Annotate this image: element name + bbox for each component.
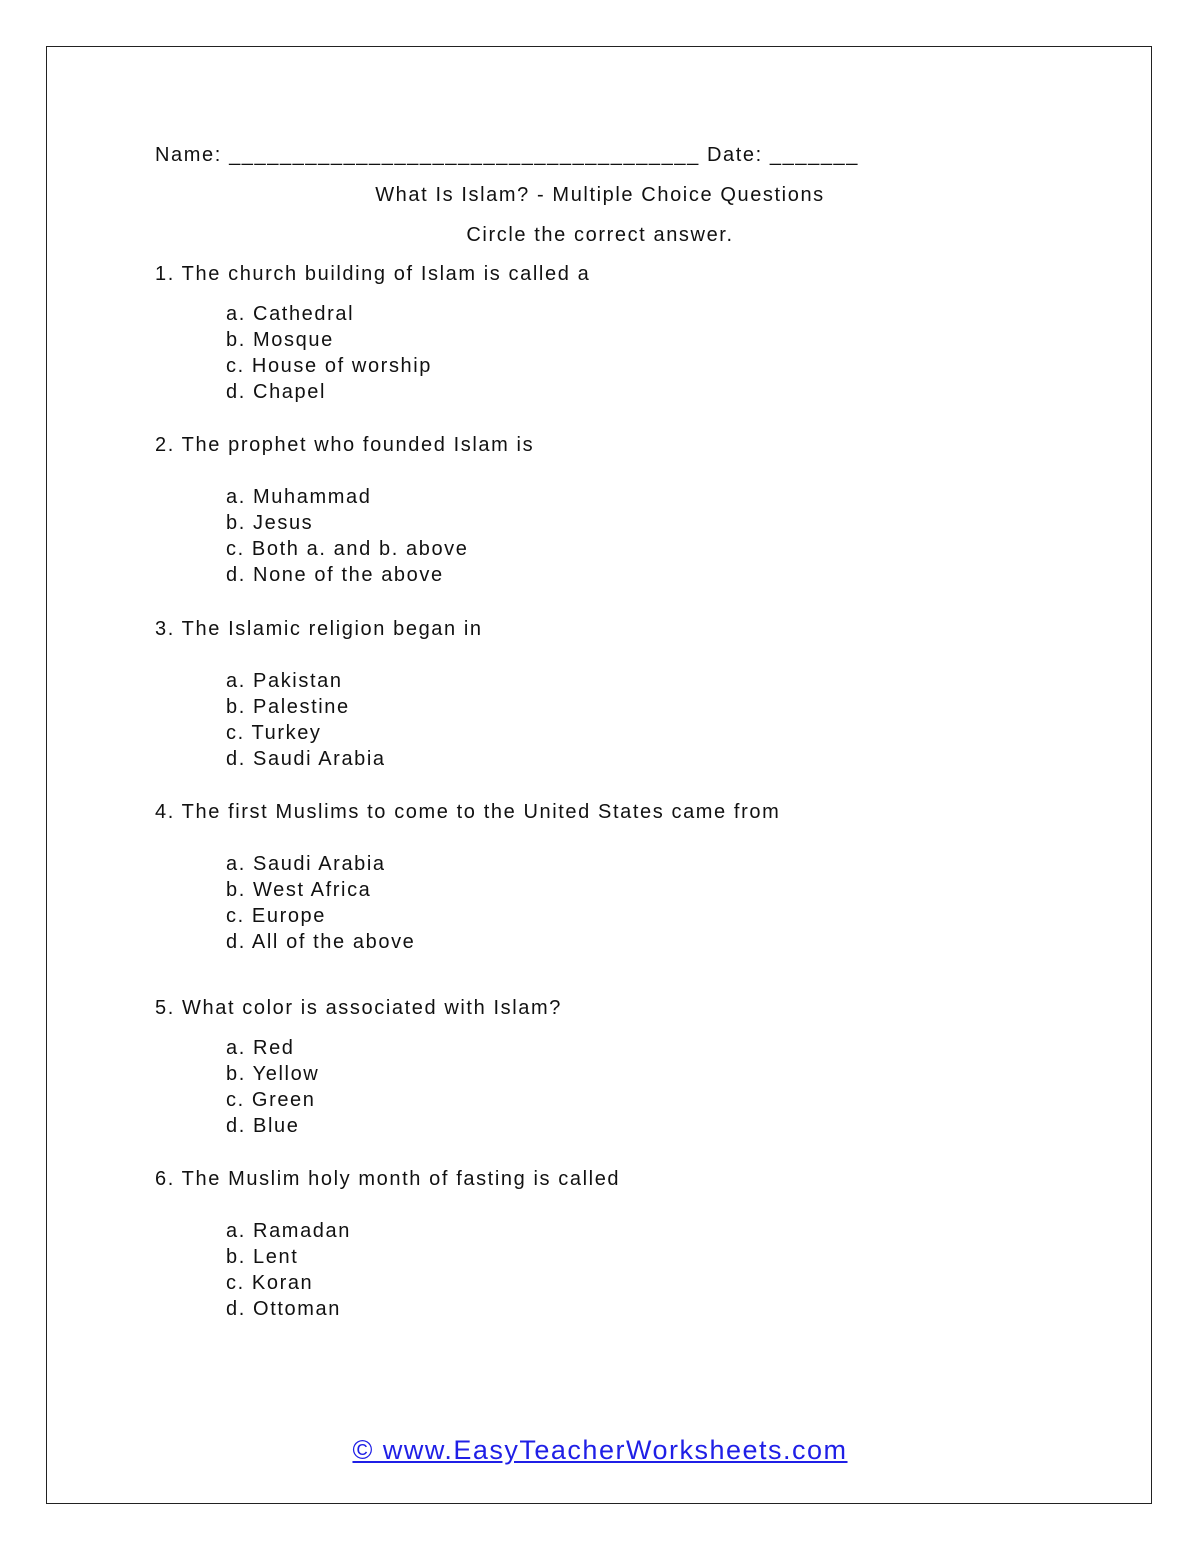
answer-option[interactable]: d. All of the above [226, 931, 416, 953]
answer-option[interactable]: d. Ottoman [226, 1298, 341, 1320]
answer-option[interactable]: a. Cathedral [226, 303, 355, 325]
answer-option[interactable]: c. House of worship [226, 355, 433, 377]
answer-option[interactable]: c. Green [226, 1089, 316, 1111]
copyright-website-link[interactable]: © www.EasyTeacherWorksheets.com [352, 1435, 848, 1465]
question-stem: 2. The prophet who founded Islam is [155, 434, 535, 456]
question-stem: 5. What color is associated with Islam? [155, 997, 562, 1019]
answer-option[interactable]: a. Red [226, 1037, 295, 1059]
question-stem: 1. The church building of Islam is called a [155, 263, 591, 285]
question-stem: 3. The Islamic religion began in [155, 618, 483, 640]
answer-option[interactable]: d. Blue [226, 1115, 300, 1137]
name-date-line: Name: _____________________________________ Date: _______ [155, 144, 859, 166]
question-stem: 4. The first Muslims to come to the United States came from [155, 801, 781, 823]
answer-option[interactable]: a. Ramadan [226, 1220, 351, 1242]
answer-option[interactable]: c. Koran [226, 1272, 314, 1294]
answer-option[interactable]: a. Pakistan [226, 670, 343, 692]
answer-option[interactable]: b. Lent [226, 1246, 299, 1268]
answer-option[interactable]: c. Both a. and b. above [226, 538, 469, 560]
question-stem: 6. The Muslim holy month of fasting is called [155, 1168, 621, 1190]
answer-option[interactable]: a. Saudi Arabia [226, 853, 386, 875]
answer-option[interactable]: d. Saudi Arabia [226, 748, 386, 770]
worksheet-title: What Is Islam? - Multiple Choice Questions [375, 184, 825, 206]
answer-option[interactable]: b. West Africa [226, 879, 372, 901]
answer-option[interactable]: a. Muhammad [226, 486, 372, 508]
answer-option[interactable]: c. Europe [226, 905, 327, 927]
answer-option[interactable]: d. Chapel [226, 381, 327, 403]
answer-option[interactable]: b. Jesus [226, 512, 314, 534]
instruction-text: Circle the correct answer. [466, 224, 734, 246]
answer-option[interactable]: b. Palestine [226, 696, 350, 718]
answer-option[interactable]: d. None of the above [226, 564, 444, 586]
answer-option[interactable]: c. Turkey [226, 722, 322, 744]
answer-option[interactable]: b. Yellow [226, 1063, 320, 1085]
answer-option[interactable]: b. Mosque [226, 329, 334, 351]
